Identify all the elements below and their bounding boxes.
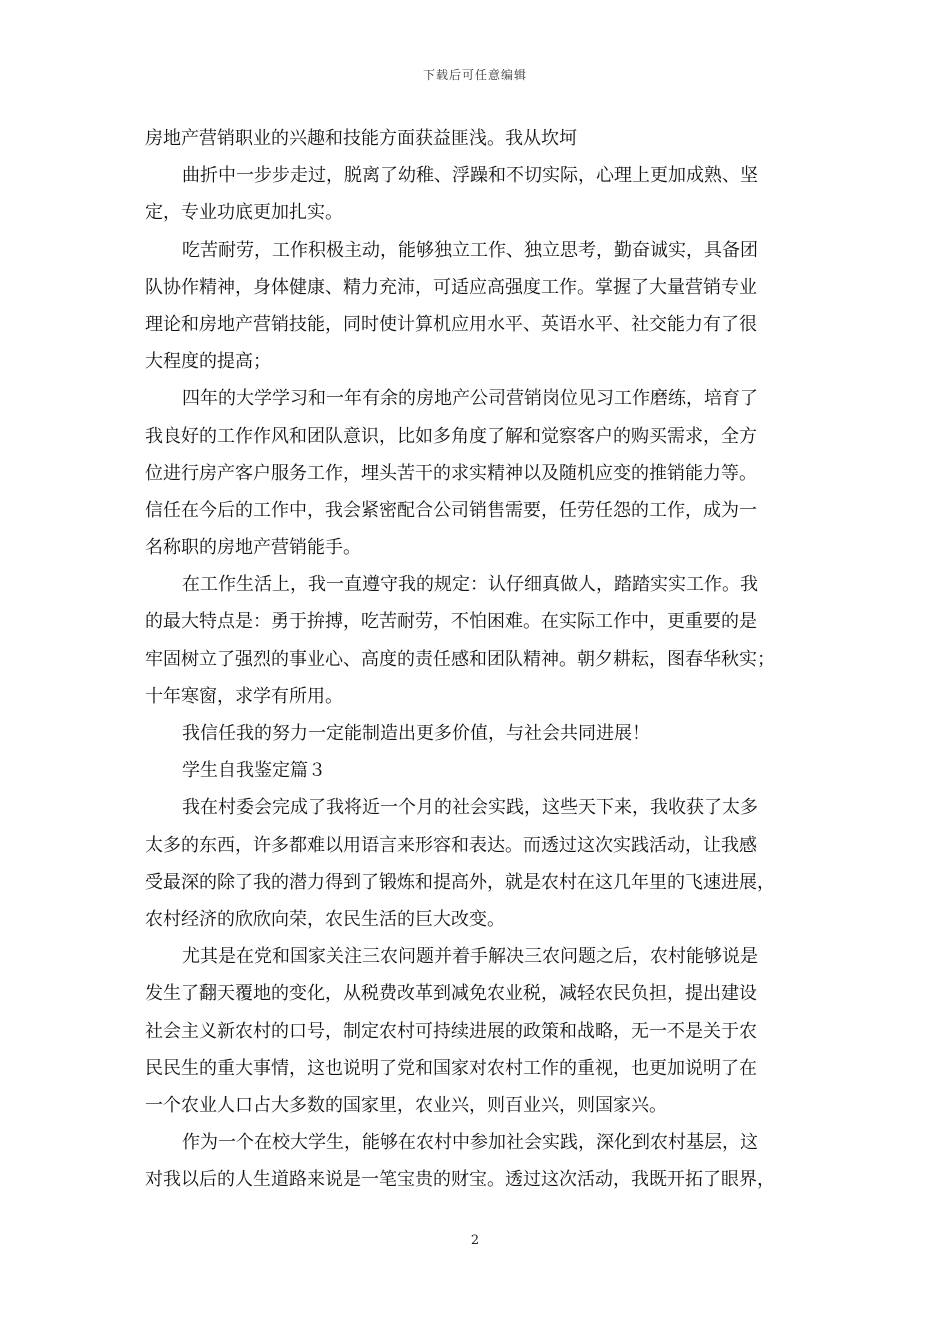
text-line: 我良好的工作作风和团队意识，比如多角度了解和觉察客户的购买需求，全方 <box>145 425 757 447</box>
page-number: 2 <box>470 1233 480 1248</box>
text-line: 房地产营销职业的兴趣和技能方面获益匪浅。我从坎坷 <box>145 128 577 149</box>
text-line: 受最深的除了我的潜力得到了锻炼和提高外，就是农村在这几年里的飞速进展， <box>145 871 775 893</box>
text-line: 名称职的房地产营销能手。 <box>145 537 361 559</box>
text-line: 定，专业功底更加扎实。 <box>145 202 343 224</box>
text-line: 十年寒窗，求学有所用。 <box>145 685 343 707</box>
text-line: 的最大特点是：勇于拚搏，吃苦耐劳，不怕困难。在实际工作中，更重要的是 <box>145 611 757 633</box>
text-line: 位进行房产客户服务工作，埋头苦干的求实精神以及随机应变的推销能力等。 <box>145 462 757 484</box>
page-header: 下载后可任意编辑 <box>422 68 527 82</box>
text-line: 大程度的提高； <box>145 351 271 373</box>
text-line: 农村经济的欣欣向荣，农民生活的巨大改变。 <box>145 908 505 930</box>
text-line: 在工作生活上，我一直遵守我的规定：认仔细真做人，踏踏实实工作。我 <box>182 574 758 596</box>
text-line: 理论和房地产营销技能，同时使计算机应用水平、英语水平、社交能力有了很 <box>145 313 757 335</box>
text-line: 四年的大学学习和一年有余的房地产公司营销岗位见习工作磨练，培育了 <box>182 388 758 410</box>
text-line: 我信任我的努力一定能制造出更多价值，与社会共同进展！ <box>182 723 650 744</box>
text-line: 一个农业人口占大多数的国家里，农业兴，则百业兴，则国家兴。 <box>145 1094 667 1116</box>
text-line: 对我以后的人生道路来说是一笔宝贵的财宝。透过这次活动，我既开拓了眼界， <box>145 1169 775 1191</box>
text-line: 民民生的重大事情，这也说明了党和国家对农村工作的重视，也更加说明了在 <box>145 1057 757 1079</box>
text-line: 发生了翻天覆地的变化，从税费改革到减免农业税，减轻农民负担，提出建设 <box>145 983 757 1005</box>
text-line: 我在村委会完成了我将近一个月的社会实践，这些天下来，我收获了太多 <box>182 797 758 819</box>
text-line: 牢固树立了强烈的事业心、高度的责任感和团队精神。朝夕耕耘，图春华秋实； <box>145 648 775 670</box>
text-line: 作为一个在校大学生，能够在农村中参加社会实践，深化到农村基层，这 <box>182 1132 758 1154</box>
text-line: 社会主义新农村的口号，制定农村可持续进展的政策和战略，无一不是关于农 <box>145 1020 757 1042</box>
document-body <box>145 120 810 1198</box>
text-line: 曲折中一步步走过，脱离了幼稚、浮躁和不切实际，心理上更加成熟、坚 <box>182 165 758 187</box>
text-line: 队协作精神，身体健康、精力充沛，可适应高强度工作。掌握了大量营销专业 <box>145 276 757 298</box>
text-line: 吃苦耐劳，工作积极主动，能够独立工作、独立思考，勤奋诚实，具备团 <box>182 239 758 261</box>
text-line: 学生自我鉴定篇３ <box>182 760 326 782</box>
text-line: 信任在今后的工作中，我会紧密配合公司销售需要，任劳任怨的工作，成为一 <box>145 499 757 521</box>
text-line: 太多的东西，许多都难以用语言来形容和表达。而透过这次实践活动，让我感 <box>145 834 757 856</box>
text-line: 尤其是在党和国家关注三农问题并着手解决三农问题之后，农村能够说是 <box>182 946 758 968</box>
